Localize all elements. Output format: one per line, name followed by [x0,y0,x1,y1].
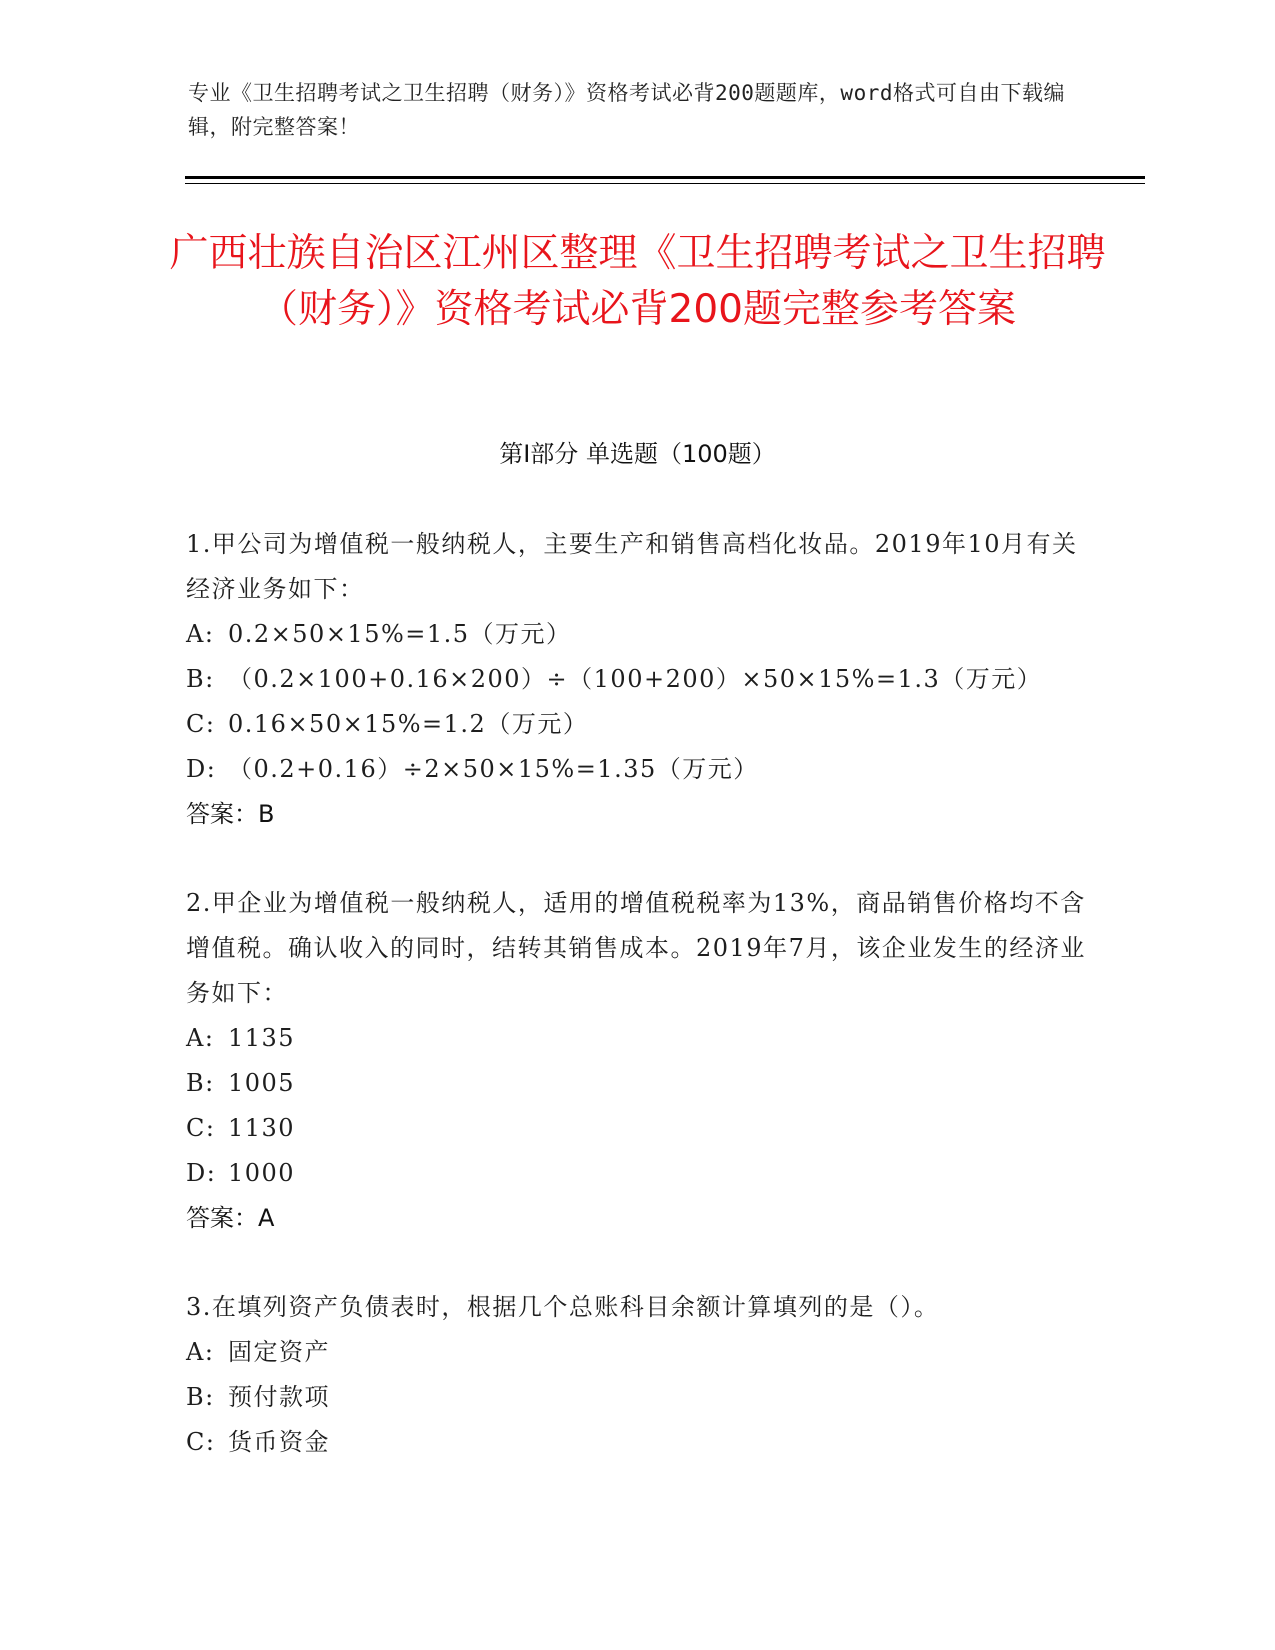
option-text: 0.16×50×15%=1.2（万元） [228,710,589,738]
option-c [186,1420,1086,1465]
option-text: 预付款项 [228,1383,330,1411]
section-title: 第Ⅰ部分 单选题（100题） [499,440,776,468]
header-divider-thick [185,176,1145,179]
option-text: 固定资产 [228,1338,330,1366]
option-text: 货币资金 [228,1428,330,1456]
option-a [186,612,1086,657]
question-1 [186,522,1086,837]
option-b [186,657,1086,702]
option-text: 1005 [228,1069,296,1097]
answer: 答案：B [186,800,275,828]
question-stem: 1.甲公司为增值税一般纳税人，主要生产和销售高档化妆品。2019年10月有关经济业务如下： [186,530,1078,603]
option-text: （0.2×100+0.16×200）÷（100+200）×50×15%=1.3（万元） [228,665,1043,693]
option-letter: D: [186,1159,217,1187]
option-b [186,1375,1086,1420]
option-letter: A: [186,1338,215,1366]
option-text: （0.2+0.16）÷2×50×15%=1.35（万元） [228,755,759,783]
option-b [186,1061,1086,1106]
option-letter: A: [186,620,215,648]
option-a [186,1330,1086,1375]
option-d [186,1151,1086,1196]
option-letter: B: [186,1069,215,1097]
option-c [186,702,1086,747]
option-letter: C: [186,710,216,738]
option-a [186,1016,1086,1061]
option-c [186,1106,1086,1151]
question-2 [186,881,1086,1241]
option-text: 1000 [228,1159,296,1187]
header-divider-thin [185,183,1145,184]
question-list [186,522,1086,1509]
question-3 [186,1285,1086,1465]
option-letter: D: [186,755,217,783]
option-letter: B: [186,1383,215,1411]
option-letter: C: [186,1428,216,1456]
answer: 答案：A [186,1204,275,1232]
question-stem: 3.在填列资产负债表时，根据几个总账科目余额计算填列的是（）。 [186,1293,940,1321]
header-note: 专业《卫生招聘考试之卫生招聘（财务）》资格考试必背200题题库，word格式可自由下载编辑，附完整答案！ [188,81,1065,139]
document-title: 广西壮族自治区江州区整理《卫生招聘考试之卫生招聘（财务）》资格考试必背200题完整参考答案 [169,231,1106,332]
option-letter: A: [186,1024,215,1052]
option-letter: C: [186,1114,216,1142]
option-text: 0.2×50×15%=1.5（万元） [228,620,572,648]
option-d [186,747,1086,792]
option-text: 1130 [228,1114,296,1142]
question-stem: 2.甲企业为增值税一般纳税人，适用的增值税税率为13%，商品销售价格均不含增值税。确认收入的同时，结转其销售成本。2019年7月，该企业发生的经济业务如下： [186,889,1086,1007]
option-text: 1135 [228,1024,296,1052]
option-letter: B: [186,665,215,693]
